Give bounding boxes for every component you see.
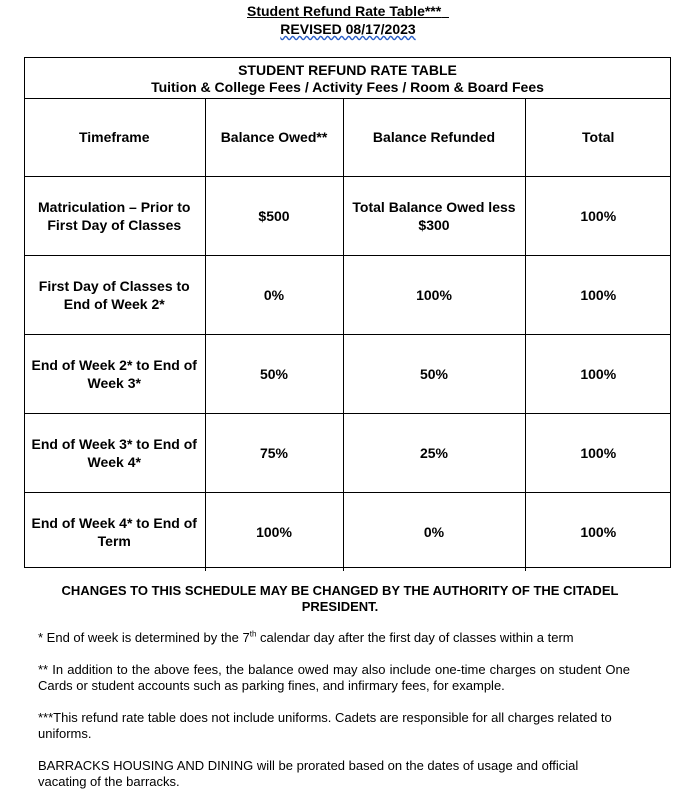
table-row [24,177,671,256]
barracks-footnote: BARRACKS HOUSING AND DINING will be prorated based on the dates of usage and official vacating of the barracks. [38,758,579,789]
total-cell: 100% [525,493,671,572]
balance-owed-cell: $500 [205,177,343,256]
total-cell: 100% [525,335,671,414]
refund-rate-table [24,98,671,571]
table-row [24,493,671,572]
balance-owed-cell: 75% [205,414,343,493]
table-row [24,414,671,493]
timeframe-cell: End of Week 2* to End of Week 3* [24,335,205,414]
column-header-total: Total [525,98,671,177]
table-subtitle: Tuition & College Fees / Activity Fees / Room & Board Fees [151,79,544,95]
total-cell: 100% [525,177,671,256]
timeframe-cell: First Day of Classes to End of Week 2* [24,256,205,335]
revised-date: REVISED 08/17/2023 [280,21,416,37]
timeframe-cell: End of Week 3* to End of Week 4* [24,414,205,493]
table-title: STUDENT REFUND RATE TABLE [238,62,457,78]
table-caption [25,58,670,99]
balance-footnote: ** In addition to the above fees, the balance owed may also include one-time charges on student One Cards or student accounts such as parking fines, and infirmary fees, for example. [38,662,630,693]
column-header-balance-owed: Balance Owed** [205,98,343,177]
timeframe-cell: Matriculation – Prior to First Day of Classes [24,177,205,256]
week-footnote: * End of week is determined by the 7th calendar day after the first day of classes within a term [38,629,574,645]
balance-refunded-cell: Total Balance Owed less $300 [343,177,525,256]
balance-owed-cell: 0% [205,256,343,335]
balance-refunded-cell: 0% [343,493,525,572]
total-cell: 100% [525,414,671,493]
table-row [24,335,671,414]
table-header-row [24,98,671,177]
balance-owed-cell: 50% [205,335,343,414]
balance-refunded-cell: 50% [343,335,525,414]
balance-refunded-cell: 25% [343,414,525,493]
column-header-timeframe: Timeframe [24,98,205,177]
uniform-footnote: ***This refund rate table does not include uniforms. Cadets are responsible for all charges related to uniforms. [38,710,612,741]
column-header-balance-refunded: Balance Refunded [343,98,525,177]
table-row [24,256,671,335]
balance-refunded-cell: 100% [343,256,525,335]
changes-notice: CHANGES TO THIS SCHEDULE MAY BE CHANGED BY THE AUTHORITY OF THE CITADEL PRESIDENT. [61,583,619,614]
refund-table-box [24,57,671,568]
document-title: Student Refund Rate Table*** [247,3,442,19]
balance-owed-cell: 100% [205,493,343,572]
timeframe-cell: End of Week 4* to End of Term [24,493,205,572]
total-cell: 100% [525,256,671,335]
